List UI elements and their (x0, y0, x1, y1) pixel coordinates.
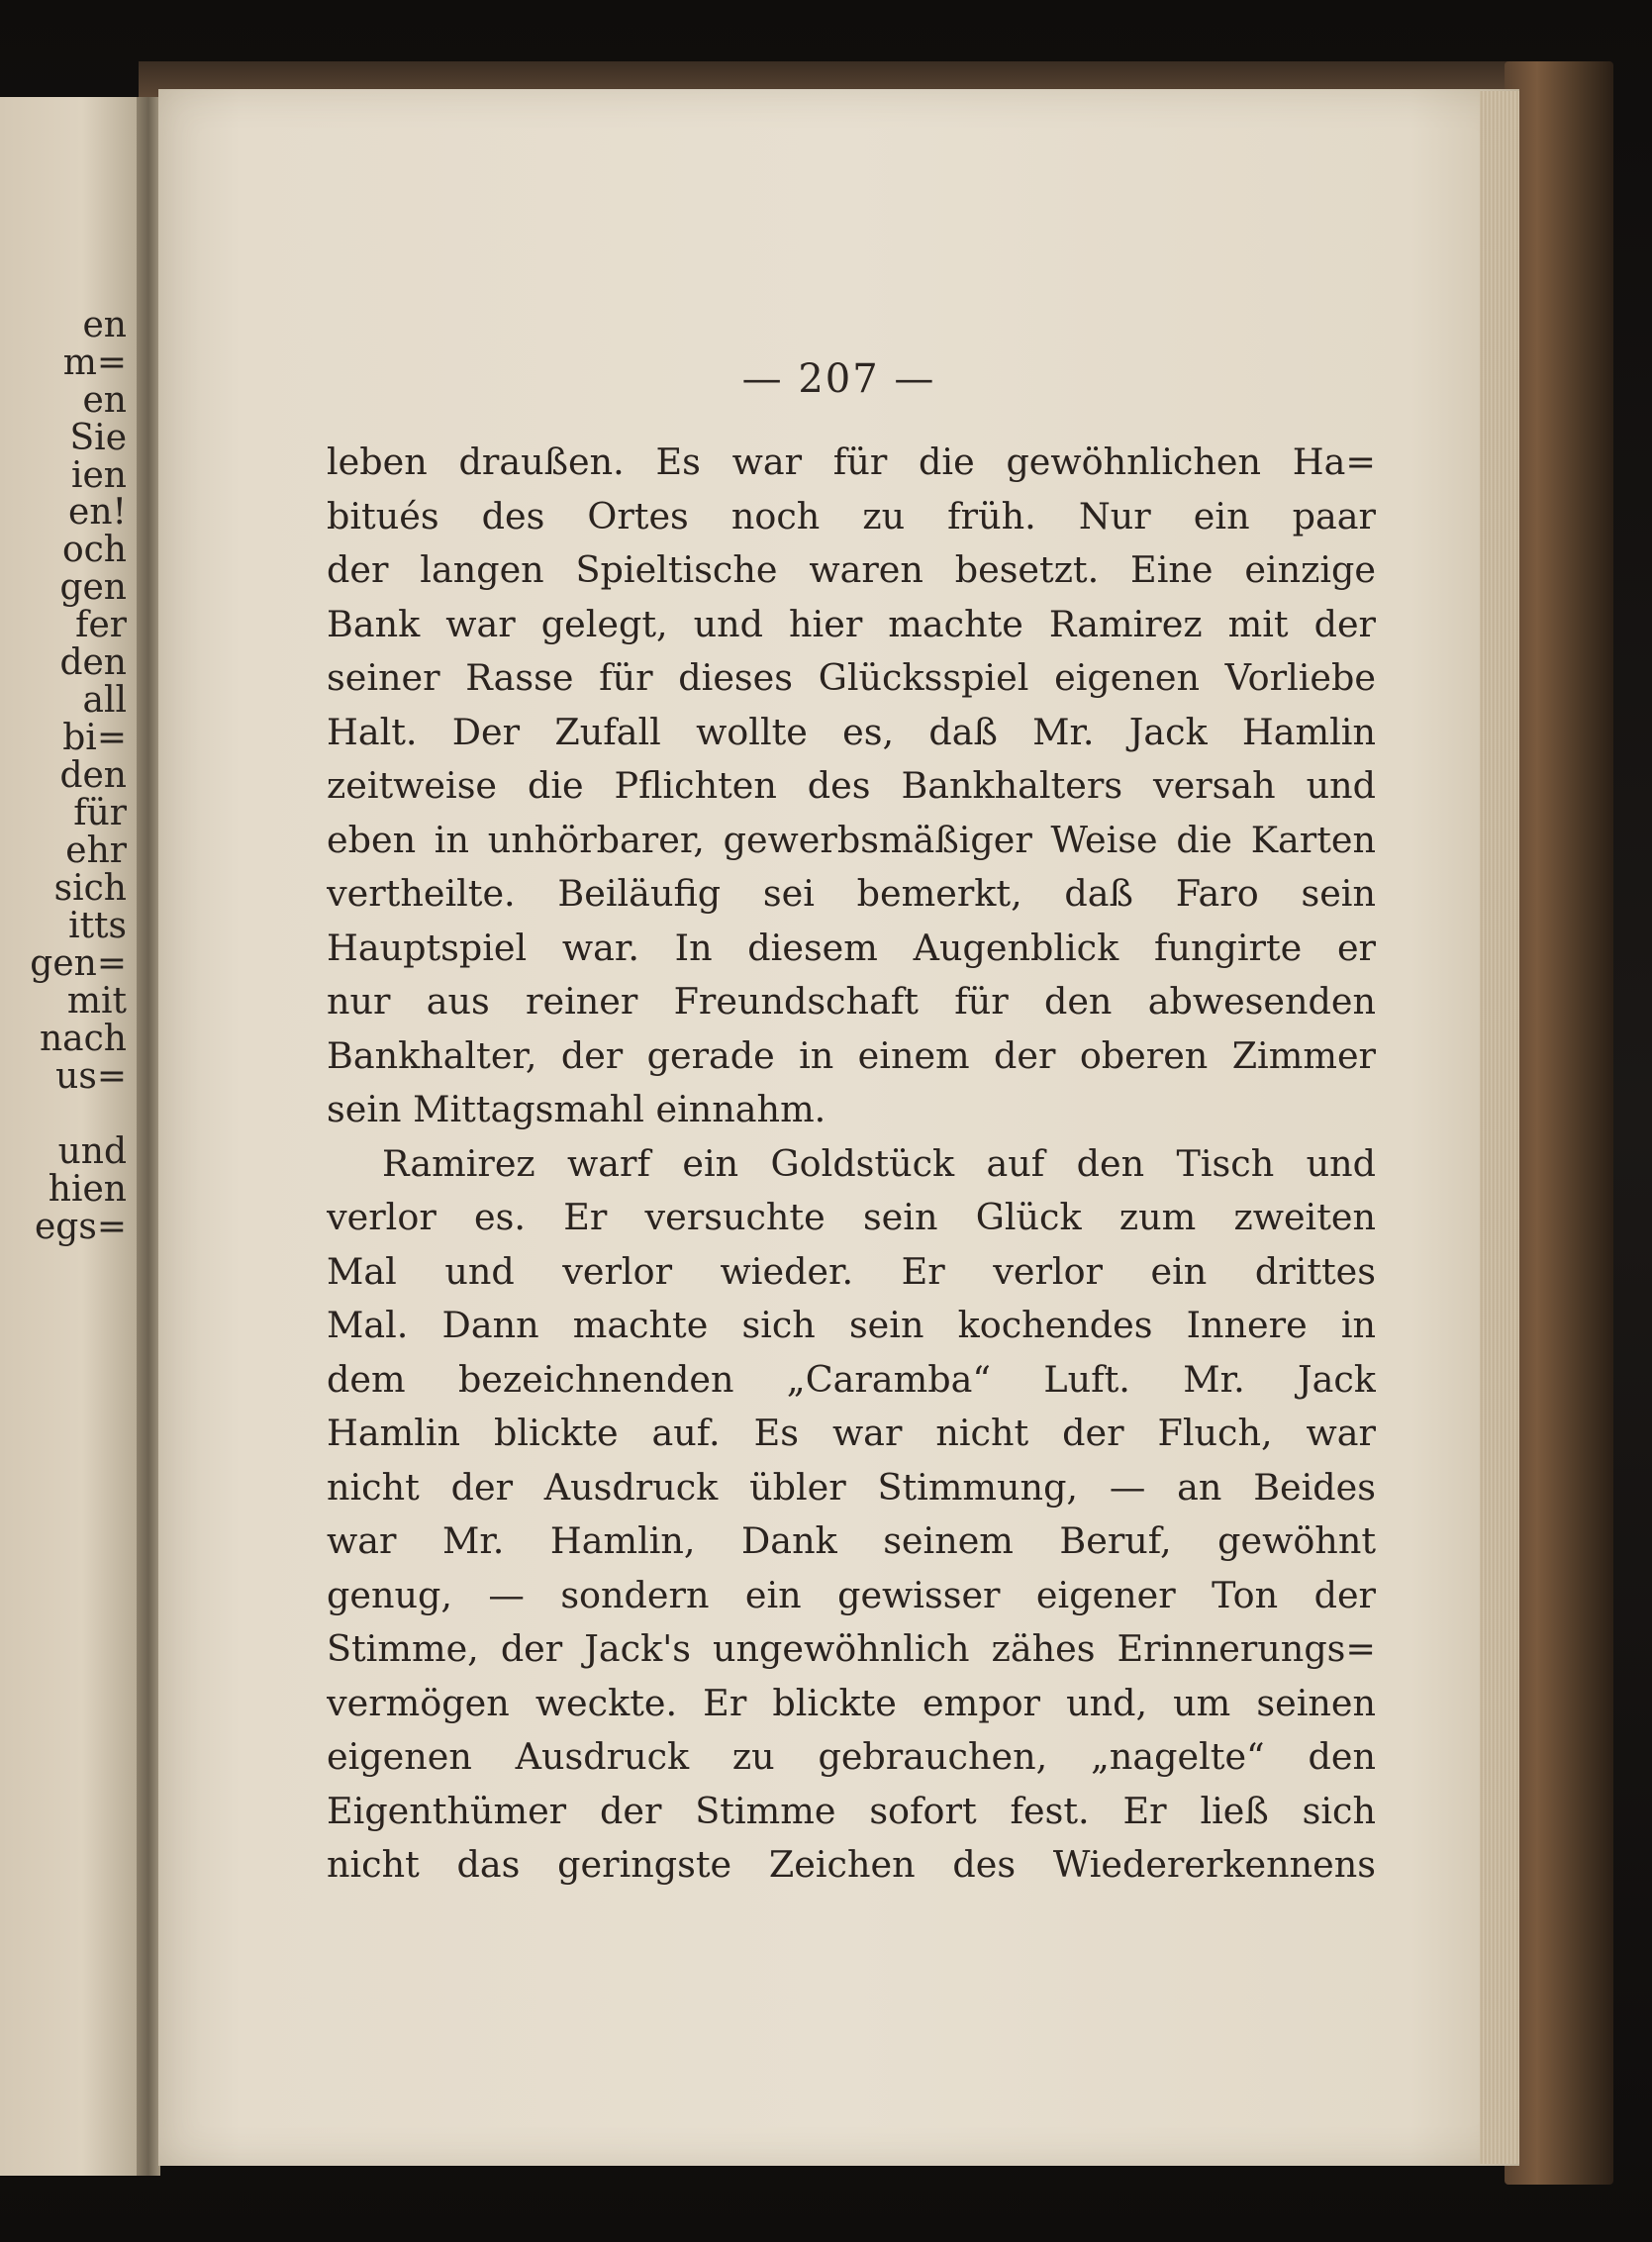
text-line: nicht das geringste Zeichen des Wiedererkennens (327, 1843, 1376, 1886)
previous-page-fragment: ien (70, 455, 127, 496)
text-line: bitués des Ortes noch zu früh. Nur ein paar (327, 494, 1376, 537)
page-number: — 207 — (741, 356, 936, 402)
previous-page-fragment: Sie (69, 418, 127, 458)
text-line: der langen Spieltische waren besetzt. Eine einzige (327, 548, 1376, 591)
previous-page-fragment: mit (66, 981, 127, 1022)
previous-page-fragment: hien (48, 1169, 127, 1210)
text-line: Hamlin blickte auf. Es war nicht der Fluch, war (327, 1412, 1376, 1454)
text-line: eben in unhörbarer, gewerbsmäßiger Weise die Karten (327, 818, 1376, 861)
previous-page-fragment: sich (53, 868, 127, 909)
text-line: war Mr. Hamlin, Dank seinem Beruf, gewöhnt (327, 1519, 1376, 1562)
text-line: Stimme, der Jack's ungewöhnlich zähes Erinnerungs= (327, 1627, 1376, 1670)
text-line: zeitweise die Pflichten des Bankhalters versah und (327, 764, 1376, 807)
previous-page-fragment: nach (40, 1019, 127, 1059)
text-line: nur aus reiner Freundschaft für den abwesenden (327, 980, 1376, 1023)
book-page (158, 89, 1519, 2166)
previous-page-fragment: fer (75, 605, 127, 645)
text-line: Mal und verlor wieder. Er verlor ein drittes (327, 1249, 1376, 1293)
text-line: Halt. Der Zufall wollte es, daß Mr. Jack Hamlin (327, 710, 1376, 753)
text-line: Mal. Dann machte sich sein kochendes Innere in (327, 1304, 1376, 1346)
previous-page-fragment: den (59, 642, 127, 683)
previous-page-fragment: ehr (65, 830, 127, 871)
previous-page-fragment: bi= (62, 718, 127, 758)
text-line: nicht der Ausdruck übler Stimmung, — an Beides (327, 1465, 1376, 1509)
previous-page-fragment: für (73, 793, 127, 833)
previous-page-fragment: en (82, 380, 127, 421)
previous-page-fragment: den (59, 755, 127, 796)
book-gutter (137, 97, 160, 2176)
text-line: Bank war gelegt, und hier machte Ramirez mit der (327, 602, 1376, 645)
previous-page-fragment: all (82, 680, 127, 721)
previous-page-fragment: itts (68, 906, 127, 946)
text-line: sein Mittagsmahl einnahm. (327, 1088, 826, 1130)
previous-page-fragment: m= (62, 342, 127, 383)
page-block-edge (1480, 91, 1519, 2164)
text-line: verlor es. Er versuchte sein Glück zum zweiten (327, 1196, 1376, 1238)
text-line: vertheilte. Beiläufig sei bemerkt, daß Faro sein (327, 872, 1376, 915)
page-body-text (327, 436, 1376, 1893)
text-line: leben draußen. Es war für die gewöhnlichen Ha= (327, 440, 1376, 483)
previous-page-edge (0, 97, 137, 2176)
previous-page-fragment: en! (68, 492, 127, 533)
text-line: Bankhalter, der gerade in einem der oberen Zimmer (327, 1033, 1376, 1077)
previous-page-fragment: en (82, 305, 127, 345)
previous-page-fragment: und (57, 1131, 127, 1172)
text-line: Hauptspiel war. In diesem Augenblick fungirte er (327, 926, 1376, 969)
text-line: eigenen Ausdruck zu gebrauchen, „nagelte“ den (327, 1735, 1376, 1778)
text-line: seiner Rasse für dieses Glücksspiel eigenen Vorliebe (327, 656, 1376, 699)
text-line: genug, — sondern ein gewisser eigener Ton der (327, 1573, 1376, 1616)
book-cover-right-edge (1505, 61, 1613, 2185)
previous-page-fragment: gen (59, 567, 127, 608)
previous-page-fragment: och (61, 530, 127, 570)
previous-page-fragment: us= (55, 1056, 127, 1097)
previous-page-fragment: egs= (35, 1207, 127, 1247)
text-line: dem bezeichnenden „Caramba“ Luft. Mr. Jack (327, 1357, 1376, 1401)
text-line: Eigenthümer der Stimme sofort fest. Er ließ sich (327, 1789, 1376, 1832)
previous-page-fragment: gen= (30, 943, 127, 984)
text-line: Ramirez warf ein Goldstück auf den Tisch und (382, 1141, 1376, 1185)
text-line: vermögen weckte. Er blickte empor und, um seinen (327, 1681, 1376, 1724)
